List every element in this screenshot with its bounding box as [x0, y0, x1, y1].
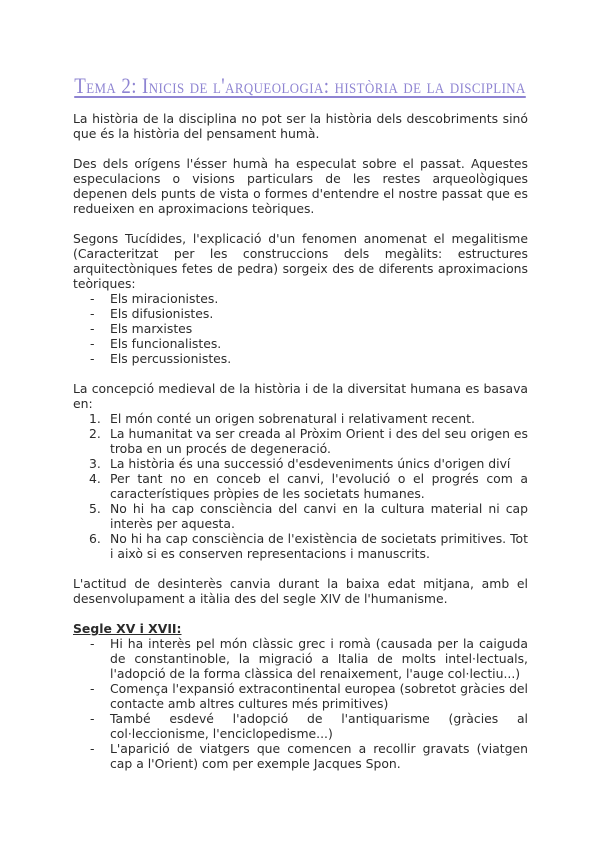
- list-text: El món conté un origen sobrenatural i relativament recent.: [110, 411, 475, 426]
- paragraph-humanism: L'actitud de desinterès canvia durant la baixa edat mitjana, amb el desenvolupament a itàlia des del segle XIV de l'humanisme.: [73, 576, 528, 606]
- list-item: - Els marxistes: [73, 321, 528, 336]
- document-title: Tema 2: Inicis de l'arqueologia: història de la disciplina: [74, 73, 526, 98]
- list-number: 1.: [89, 411, 101, 426]
- medieval-list: [73, 411, 528, 561]
- list-item: - Els percussionistes.: [73, 351, 528, 366]
- list-number: 4.: [89, 471, 101, 486]
- list-item: - Els difusionistes.: [73, 306, 528, 321]
- list-item: [73, 456, 528, 471]
- list-text: La història és una successió d'esdeveniments únics d'origen diví: [110, 456, 511, 471]
- list-item: - Els funcionalistes.: [73, 336, 528, 351]
- list-text: No hi ha cap consciència de l'existència de societats primitives. Tot i això si es conserven representacions i manuscrits.: [110, 531, 528, 561]
- document-body: [73, 111, 528, 771]
- list-item: - També esdevé l'adopció de l'antiquarisme (gràcies al col·leccionisme, l'enciclopedisme...): [73, 711, 528, 741]
- list-item: - Hi ha interès pel món clàssic grec i romà (causada per la caiguda de constantinoble, la migració a Italia de molts intel·lectuals, l'adopció de la forma clàssica del renaixement, l'auge col·lectiu...): [73, 636, 528, 681]
- segle-list: [73, 636, 528, 771]
- list-item: [73, 531, 528, 561]
- list-item: - Els miracionistes.: [73, 291, 528, 306]
- list-number: 3.: [89, 456, 101, 471]
- list-item: - L'aparició de viatgers que comencen a recollir gravats (viatgen cap a l'Orient) com per exemple Jacques Spon.: [73, 741, 528, 771]
- section-heading: Segle XV i XVII:: [73, 621, 182, 636]
- list-text: La humanitat va ser creada al Pròxim Orient i des del seu origen es troba en un procés de degeneració.: [110, 426, 528, 456]
- list-text: No hi ha cap consciència del canvi en la cultura material ni cap interès per aquesta.: [110, 501, 528, 531]
- paragraph-intro: La història de la disciplina no pot ser la història dels descobriments sinó que és la història del pensament humà.: [73, 111, 528, 141]
- list-item: [73, 426, 528, 456]
- list-item: [73, 411, 528, 426]
- approaches-list: [73, 291, 528, 366]
- list-number: 6.: [89, 531, 101, 546]
- paragraph-medieval: La concepció medieval de la història i de la diversitat humana es basava en:: [73, 381, 528, 411]
- paragraph-origins: Des dels orígens l'ésser humà ha especulat sobre el passat. Aquestes especulacions o visions particulars de les restes arqueològiques depenen dels punts de vista o formes d'entendre el nostre passat que es redueixen en aproximacions teòriques.: [73, 156, 528, 216]
- list-item: - Comença l'expansió extracontinental europea (sobretot gràcies del contacte amb altres cultures més primitives): [73, 681, 528, 711]
- list-text: Per tant no en conceb el canvi, l'evolució o el progrés com a característiques pròpies de les societats humanes.: [110, 471, 528, 501]
- paragraph-tucidides: Segons Tucídides, l'explicació d'un fenomen anomenat el megalitisme (Caracteritzat per les construccions dels megàlits: estructures arquitectòniques fetes de pedra) sorgeix des de diferents aproximacions teòriques:: [73, 231, 528, 291]
- list-item: [73, 471, 528, 501]
- list-item: [73, 501, 528, 531]
- list-number: 2.: [89, 426, 101, 441]
- list-number: 5.: [89, 501, 101, 516]
